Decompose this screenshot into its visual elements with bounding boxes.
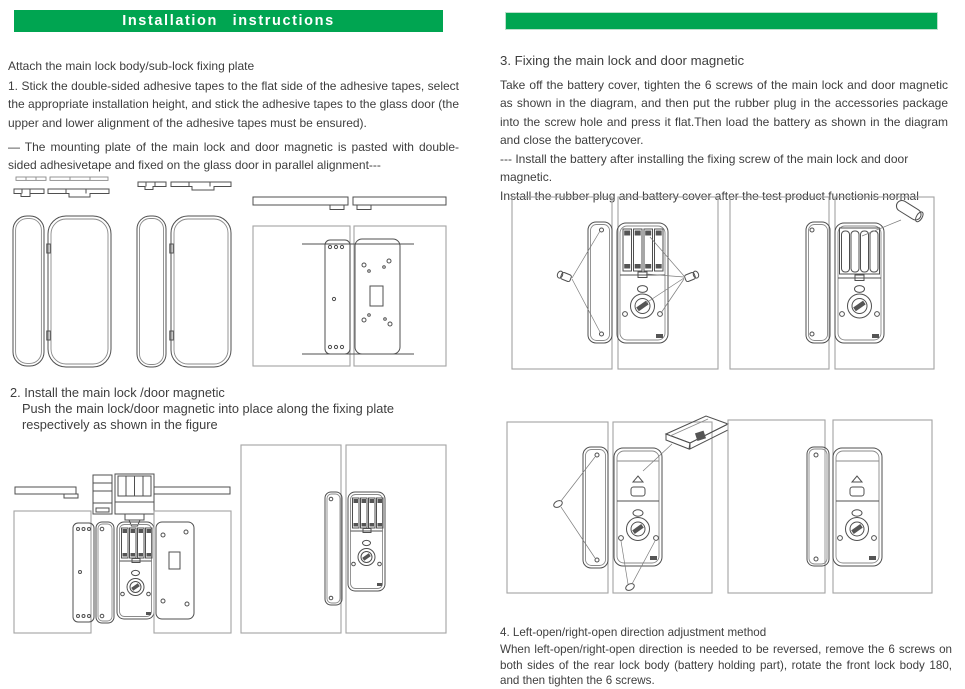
main-lock-body [617,223,668,343]
diagram-install-main-lock [8,440,468,655]
rubber-plug-icon-bottom [625,582,636,592]
sub-lock-body [325,492,342,605]
section1-intro: Attach the main lock body/sub-lock fixing plate [8,59,255,73]
main-lock-mounting-plate [355,239,400,354]
screw-icon-right [684,270,700,282]
main-lock-body-closed [614,448,662,566]
section2 [10,385,450,432]
diagram-battery-cover [500,413,960,613]
thumb-turn-knob [627,518,650,541]
sub-lock-body [588,222,612,343]
section2-heading: 2. Install the main lock /door magnetic [10,385,225,400]
section1 [8,57,459,174]
adhesive-tape-strips-a [14,177,109,197]
assembled-closed-view [728,420,932,593]
rubber-plug-icon-left [553,499,564,509]
page-title: Installation instructions [122,13,335,29]
main-lock-leaf-b [170,216,231,367]
sub-lock-fixing-plate [325,240,350,354]
exploded-view [14,511,231,633]
battery-compartment [120,528,153,563]
main-lock-body [348,492,385,591]
section2-line2: respectively as shown in the figure [22,416,218,432]
section3-note1: --- Install the battery after installing the fixing screw of the main lock and door magnetic. [500,152,909,185]
battery-cover-icon [666,416,728,449]
main-lock-body [117,522,154,619]
diagram-fixing-screws [500,193,960,378]
header-bar-left [14,10,443,32]
adhesive-tape-strips-b [138,182,231,190]
main-lock-leaf-a [47,216,111,367]
screw-icon-left [556,270,572,282]
battery-compartment [620,229,665,278]
diagram-fixing-plates [8,168,458,373]
thumb-turn-knob [631,294,655,318]
main-lock-body-open [835,223,884,343]
battery-icon [894,198,924,223]
section3-heading: 3. Fixing the main lock and door magnetic [500,53,745,68]
main-lock-body-closed [833,448,882,566]
sub-lock-body [583,447,608,568]
header-bar-right [505,12,938,30]
section3-body: Take off the battery cover, tighten the 6 screws of the main lock and door magnetic as shown in the diagram, and then put the rubber plug in the accessories package into the screw hole and press it flat.Then load the battery as shown in the diagram and close the batterycover. [500,78,948,147]
section1-step1: 1. Stick the double-sided adhesive tapes to the flat side of the adhesive tapes, select the appropriate installation height, and stick the adhesive tapes to the glass door (the upper and lower alignment of the adhesive tapes must be ensured). [8,79,459,130]
battery-loading-view [730,197,934,369]
glass-door-with-plates [253,197,446,366]
top-view-profiles [15,474,230,526]
section4 [500,625,952,689]
screw-fixing-view [512,197,718,369]
sub-lock-body [807,447,829,566]
plug-and-cover-view [507,416,728,593]
section1-note: — The mounting plate of the main lock and door magnetic is pasted with double-sided adhesivetape and fixed on the glass door in parallel alignment--- [8,139,459,173]
sub-lock-body [806,222,830,343]
sub-lock-leaf-b [137,216,166,367]
section3 [500,52,948,206]
main-lock-mounting-plate [156,522,194,619]
sub-lock-leaf-a [13,216,44,366]
section4-body: When left-open/right-open direction is needed to be reversed, remove the 6 screws on both sides of the rear lock body (battery holding part), rotate the front lock body 180, and then tighten the 6 screws. [500,643,952,688]
section4-heading: 4. Left-open/right-open direction adjustment method [500,626,767,639]
section3-note2: Install the rubber plug and battery cover after the test product functionis normal--- [500,189,931,204]
thumb-turn-knob [127,579,144,596]
sub-lock-body [96,522,114,623]
assembled-view [241,445,446,633]
section2-line1: Push the main lock/door magnetic into place along the fixing plate [22,400,395,416]
